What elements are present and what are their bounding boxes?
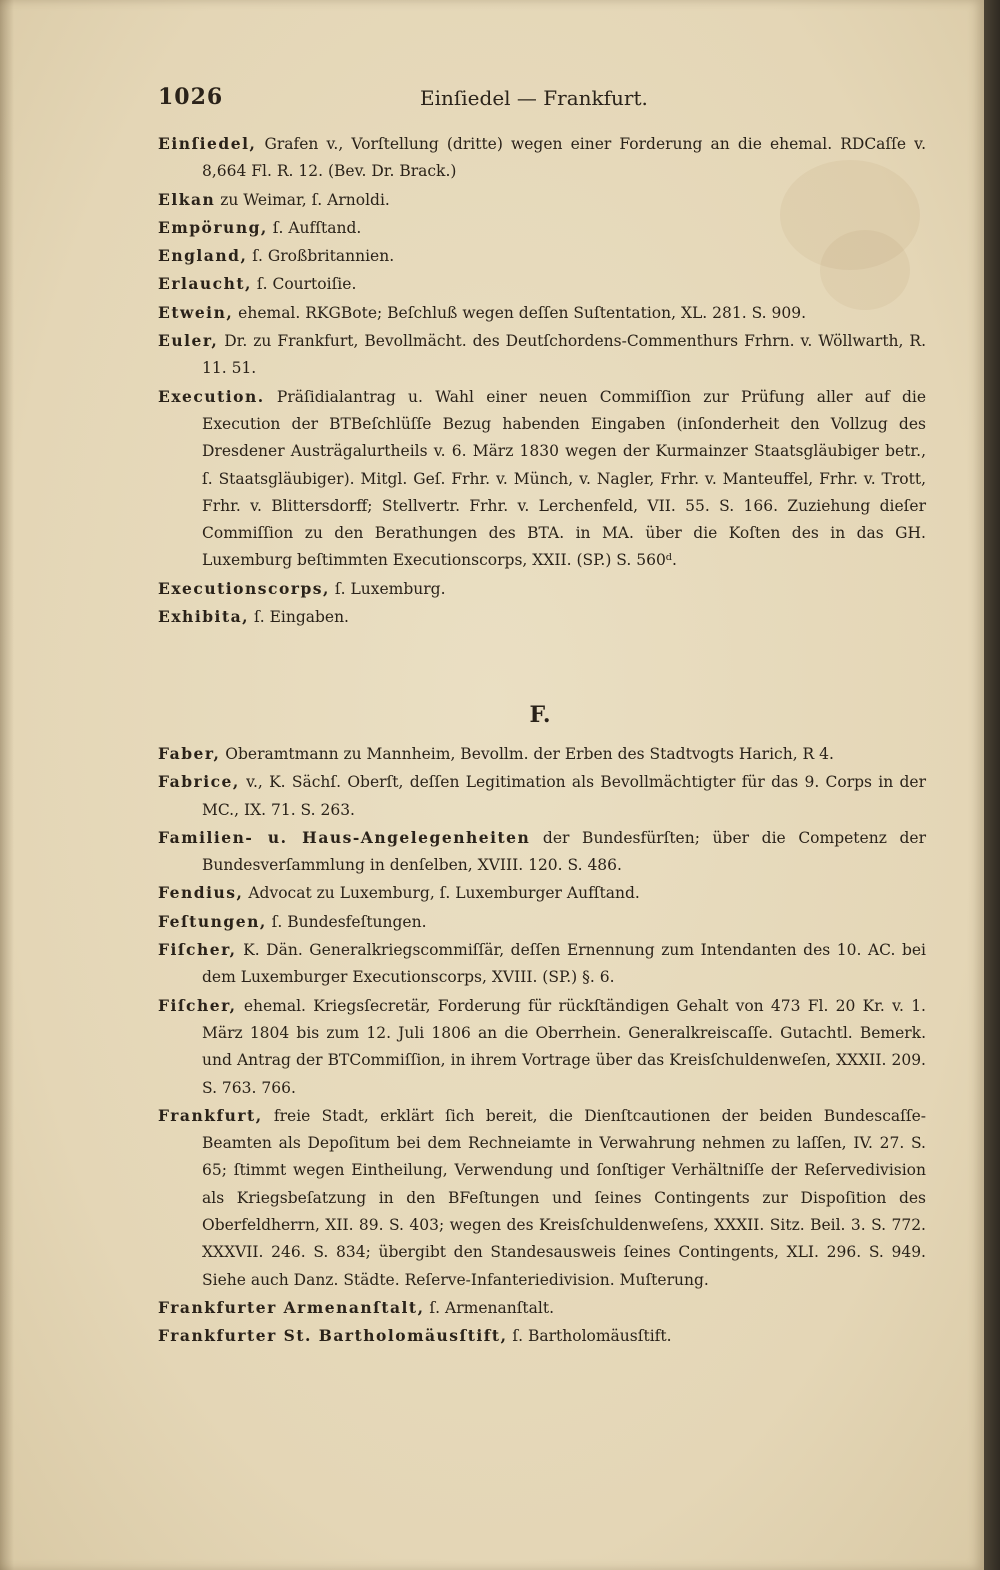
entry-text: ſ. Bartholomäusſtift.: [507, 1327, 672, 1346]
index-entry: [158, 575, 926, 603]
index-entry: [158, 936, 926, 992]
index-entry: [158, 242, 926, 270]
entry-text: Präſidialantrag u. Wahl einer neuen Commiſſion zur Prüfung aller auf die Execution der BTBeſchlüſſe Bezug habenden Eingaben (inſonderheit den Vollzug des Dresdener Austrägalurtheils v. 6. März 1830 wegen der Kurmainzer Staatsgläubiger betr., ſ. Staatsgläubiger). Mitgl. Geſ. Frhr. v. Münch, v. Nagler, Frhr. v. Manteuffel, Frhr. v. Trott, Frhr. v. Blittersdorff; Stellvertr. Frhr. v. Lerchenfeld, VII. 55. S. 166. Zuziehung dieſer Commiſſion zu den Berathungen des BTA. in MA. über die Koſten des in das GH. Luxemburg beſtimmten Executionscorps, XXII. (SP.) S. 560ᵈ.: [202, 387, 926, 570]
entry-lemma: Fiſcher,: [158, 940, 237, 960]
entry-lemma: Etwein,: [158, 302, 234, 322]
index-entry: [158, 270, 926, 298]
index-entry: [158, 992, 926, 1102]
entry-lemma: Fiſcher,: [158, 995, 237, 1015]
entry-lemma: Elkan: [158, 189, 216, 209]
entry-text: K. Dän. Generalkriegscommiſſär, deſſen Ernennung zum Intendanten des 10. AC. bei dem Luxemburger Executionscorps, XVIII. (SP.) §. 6.: [202, 941, 926, 987]
entry-text: Grafen v., Vorſtellung (dritte) wegen einer Forderung an die ehemal. RDCaſſe v. 8,664 Fl. R. 12. (Bev. Dr. Brack.): [202, 135, 926, 181]
entries-section-e: [158, 130, 926, 631]
page-number: 1026: [158, 84, 224, 110]
entry-lemma: Frankfurter Armenanſtalt,: [158, 1297, 425, 1317]
entry-lemma: Executionscorps,: [158, 578, 330, 598]
entry-lemma: Familien- u. Haus-Angelegenheiten: [158, 827, 531, 847]
entry-lemma: Frankfurter St. Bartholomäusſtift,: [158, 1326, 508, 1346]
index-entry: [158, 908, 926, 936]
index-entry: [158, 327, 926, 383]
entry-lemma: Euler,: [158, 331, 219, 351]
entry-text: ehemal. Kriegsſecretär, Forderung für rückſtändigen Gehalt von 473 Fl. 20 Kr. v. 1. März 1804 bis zum 12. Juli 1806 an die Oberrhein. Generalkreiscaſſe. Gutachtl. Bemerk. und Antrag der BTCommiſſion, in ihrem Vortrage über das Kreisſchuldenweſen, XXXII. 209. S. 763. 766.: [202, 996, 926, 1097]
section-letter: F.: [529, 702, 551, 728]
entry-lemma: Fabrice,: [158, 772, 240, 792]
index-entry: [158, 299, 926, 327]
entry-lemma: Execution.: [158, 386, 265, 406]
index-entry: [158, 383, 926, 575]
entries-section-f: [158, 740, 926, 1351]
running-head: Einſiedel — Frankfurt.: [420, 86, 648, 110]
entry-text: ſ. Großbritannien.: [247, 247, 395, 266]
entry-text: ſ. Courtoiſie.: [251, 275, 357, 294]
entry-text: zu Weimar, ſ. Arnoldi.: [215, 190, 390, 209]
entry-text: ſ. Luxemburg.: [329, 579, 446, 598]
entry-text: der Bundesfürſten; über die Competenz der Bundesverſammlung in denſelben, XVIII. 120. S. 486.: [202, 828, 926, 875]
index-entry: [158, 879, 926, 907]
entry-text: Dr. zu Frankfurt, Bevollmächt. des Deutſchordens-Commenthurs Frhrn. v. Wöllwarth, R. 11. 51.: [202, 332, 926, 378]
entry-text: ſ. Bundesfeſtungen.: [266, 912, 427, 931]
entry-lemma: Faber,: [158, 744, 221, 763]
entry-lemma: Feſtungen,: [158, 911, 267, 931]
entry-lemma: England,: [158, 246, 248, 266]
entry-lemma: Exhibita,: [158, 607, 250, 627]
page-gutter: [0, 0, 14, 1570]
entry-lemma: Empörung,: [158, 217, 268, 237]
entry-text: ſ. Aufſtand.: [267, 218, 362, 237]
index-entry: [158, 1294, 926, 1322]
index-entry: [158, 603, 926, 631]
index-entry: [158, 186, 926, 214]
entry-text: ſ. Eingaben.: [249, 608, 349, 627]
entry-text: ſ. Armenanſtalt.: [424, 1298, 555, 1317]
entry-text: Oberamtmann zu Mannheim, Bevollm. der Erben des Stadtvogts Harich, R 4.: [220, 745, 834, 763]
index-entry: [158, 1322, 926, 1350]
book-edge: [984, 0, 1000, 1570]
entry-lemma: Einſiedel,: [158, 134, 257, 153]
index-entry: [158, 1102, 926, 1294]
entry-lemma: Frankfurt,: [158, 1105, 263, 1125]
index-entry: [158, 768, 926, 824]
entry-text: ehemal. RKGBote; Beſchluß wegen deſſen Suſtentation, XL. 281. S. 909.: [233, 303, 807, 322]
index-entry: [158, 214, 926, 242]
entry-text: Advocat zu Luxemburg, ſ. Luxemburger Aufſtand.: [243, 884, 640, 903]
entry-lemma: Fendius,: [158, 883, 244, 903]
entry-text: freie Stadt, erklärt ſich bereit, die Dienſtcautionen der beiden Bundescaſſe-Beamten als Depoſitum bei dem Rechneiamte in Verwahrung nehmen zu laſſen, IV. 27. S. 65; ſtimmt wegen Eintheilung, Verwendung und ſonſtiger Verhältniſſe der Reſervedivision als Kriegsbeſatzung in den BFeſtungen und ſeines Contingents zur Dispoſition des Oberfeldherrn, XII. 89. S. 403; wegen des Kreisſchuldenweſens, XXXII. Sitz. Beil. 3. S. 772. XXXVII. 246. S. 834; übergibt den Standesausweis ſeines Contingents, XLI. 296. S. 949. Siehe auch Danz. Städte. Reſerve-Infanteriedivision. Muſterung.: [202, 1106, 926, 1289]
entry-text: v., K. Sächſ. Oberſt, deſſen Legitimation als Bevollmächtigter für das 9. Corps in der MC., IX. 71. S. 263.: [202, 773, 926, 819]
index-entry: [158, 824, 926, 880]
page-header: [0, 84, 984, 124]
index-entry: [158, 740, 926, 768]
entry-lemma: Erlaucht,: [158, 274, 252, 294]
index-entry: [158, 130, 926, 186]
